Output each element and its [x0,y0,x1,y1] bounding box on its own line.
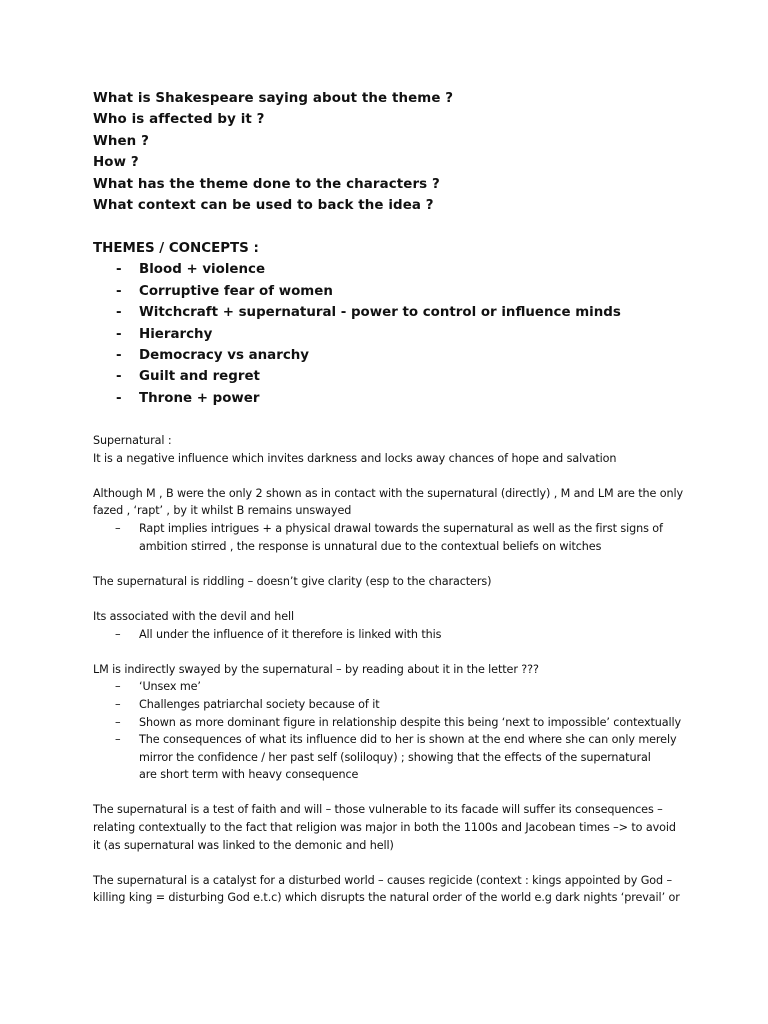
dash-bullet: - [116,390,122,406]
question-line: What is Shakespeare saying about the theme ? [93,91,454,106]
bullet-continuation: are short term with heavy consequence [139,768,359,782]
paragraph-line: it (as supernatural was linked to the demonic and hell) [93,838,394,852]
paragraph-line: relating contextually to the fact that religion was major in both the 1100s and Jacobean times –> to avoid [93,821,676,835]
themes-heading: THEMES / CONCEPTS : [93,241,259,256]
question-line: Who is affected by it ? [93,112,265,128]
theme-item: - Throne + power [93,388,621,409]
dash-bullet: – [115,521,121,535]
paragraph-line: The supernatural is a catalyst for a disturbed world – causes regicide (context : kings appointed by God – [93,873,672,887]
dash-bullet: – [115,715,121,729]
dash-bullet: - [116,326,122,342]
paragraph-line: It is a negative influence which invites darkness and locks away chances of hope and salvation [93,451,617,465]
bullet-item: – Rapt implies intrigues + a physical drawal towards the supernatural as well as the first signs of [93,520,693,538]
question-line: What has the theme done to the characters ? [93,176,440,192]
theme-item: - Blood + violence [93,259,621,280]
theme-item: - Democracy vs anarchy [93,345,621,366]
dash-bullet: - [116,305,122,321]
paragraph-line: Its associated with the devil and hell [93,609,295,623]
dash-bullet: - [116,348,122,364]
paragraph-line: LM is indirectly swayed by the supernatural – by reading about it in the letter ??? [93,662,539,676]
theme-item: - Witchcraft + supernatural - power to control or influence minds [93,302,621,323]
question-line: What context can be used to back the idea ? [93,198,434,214]
theme-item: - Hierarchy [93,324,621,345]
dash-bullet: – [115,733,121,747]
dash-bullet: – [115,627,121,641]
bullet-item: – Challenges patriarchal society because of it [93,696,693,714]
dash-bullet: - [116,283,122,299]
section-heading: Supernatural : [93,434,172,447]
paragraph-line: fazed , ‘rapt’ , by it whilst B remains unswayed [93,504,352,518]
bullet-item: – The consequences of what its influence did to her is shown at the end where she can only merely [93,731,693,749]
bullet-item: – All under the influence of it therefore is linked with this [93,626,693,644]
guiding-questions [93,88,453,216]
dash-bullet: – [115,680,121,694]
paragraph-line: Although M , B were the only 2 shown as in contact with the supernatural (directly) , M and LM are the only [93,486,684,500]
themes-section [93,238,621,409]
supernatural-notes [93,432,693,907]
dash-bullet: - [116,369,122,385]
paragraph-line: The supernatural is a test of faith and will – those vulnerable to its facade will suffer its consequences – [93,803,663,817]
bullet-continuation: ambition stirred , the response is unnatural due to the contextual beliefs on witches [139,539,602,553]
dash-bullet: – [115,697,121,711]
paragraph-line: killing king = disturbing God e.t.c) which disrupts the natural order of the world e.g dark nights ‘prevail’ or [93,891,680,905]
question-line: When ? [93,133,149,149]
bullet-continuation: mirror the confidence / her past self (soliloquy) ; showing that the effects of the supernatural [139,750,651,764]
question-line: How ? [93,155,139,171]
paragraph-line: The supernatural is riddling – doesn’t give clarity (esp to the characters) [93,574,492,588]
theme-item: - Guilt and regret [93,366,621,387]
bullet-item: – ‘Unsex me’ [93,678,693,696]
theme-item: - Corruptive fear of women [93,281,621,302]
bullet-item: – Shown as more dominant figure in relationship despite this being ‘next to impossible’ contextually [93,714,693,732]
dash-bullet: - [116,262,122,278]
